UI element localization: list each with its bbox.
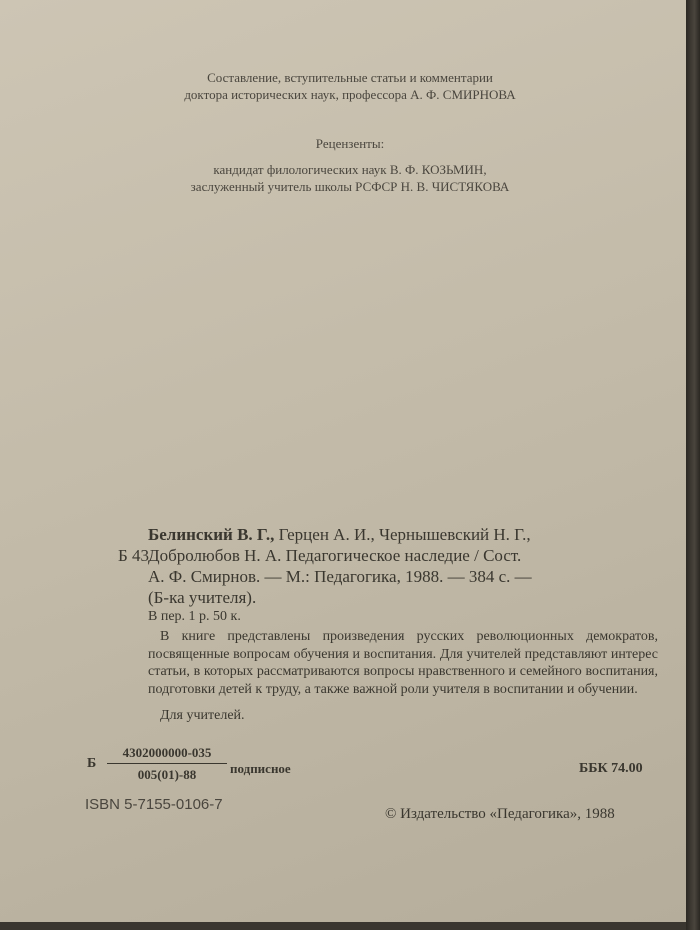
biblio-line-3: А. Ф. Смирнов. — М.: Педагогика, 1988. — 384 с. —: [148, 567, 532, 586]
credits-line-2: доктора исторических наук, профессора А. Ф. СМИРНОВА: [184, 87, 516, 102]
credits-block: [0, 69, 688, 103]
audience: Для учителей.: [160, 708, 245, 723]
biblio-authors: [118, 524, 658, 545]
annotation: [148, 628, 658, 698]
credits-line-1: Составление, вступительные статьи и комментарии: [207, 70, 493, 85]
isbn: ISBN 5-7155-0106-7: [85, 796, 223, 813]
biblio-title-line: Добролюбов Н. А. Педагогическое наследие / Сост.: [148, 546, 522, 565]
classification-denominator: 005(01)-88: [137, 767, 197, 782]
classification-numerator: 4302000000-035: [107, 745, 227, 764]
biblio-line-2: [118, 545, 658, 566]
annotation-text: В книге представлены произведения русских революционных демократов, посвященные вопросам обучения и воспитания. Для учителей представляют интерес статьи, в которых рассматриваются вопросы нравственного и семейного воспитания, подготовки детей к труду, а также важной роли учителя в воспитании и обучении.: [148, 629, 658, 697]
classification-letter: Б: [87, 756, 97, 771]
price: В пер. 1 р. 50 к.: [148, 609, 241, 624]
biblio-line-4: (Б-ка учителя).: [148, 588, 257, 607]
classification-block: [87, 745, 667, 785]
classification-fraction: [107, 745, 227, 783]
copyright: © Издательство «Педагогика», 1988: [385, 806, 615, 822]
book-edge: [686, 0, 700, 930]
bbk-code: ББК 74.00: [579, 761, 643, 776]
library-code: Б 43: [118, 546, 150, 565]
reviewers-block: [0, 161, 688, 195]
reviewer-2: заслуженный учитель школы РСФСР Н. В. ЧИСТЯКОВА: [190, 179, 510, 194]
biblio-other-authors: Герцен А. И., Чернышевский Н. Г.,: [274, 525, 531, 544]
reviewer-1: кандидат филологических наук В. Ф. КОЗЬМИН,: [213, 162, 487, 177]
bibliographic-record: [118, 524, 658, 608]
reviewers-title: Рецензенты:: [315, 136, 385, 151]
subscription-label: подписное: [230, 761, 291, 776]
biblio-first-author: Белинский В. Г.,: [148, 525, 275, 544]
